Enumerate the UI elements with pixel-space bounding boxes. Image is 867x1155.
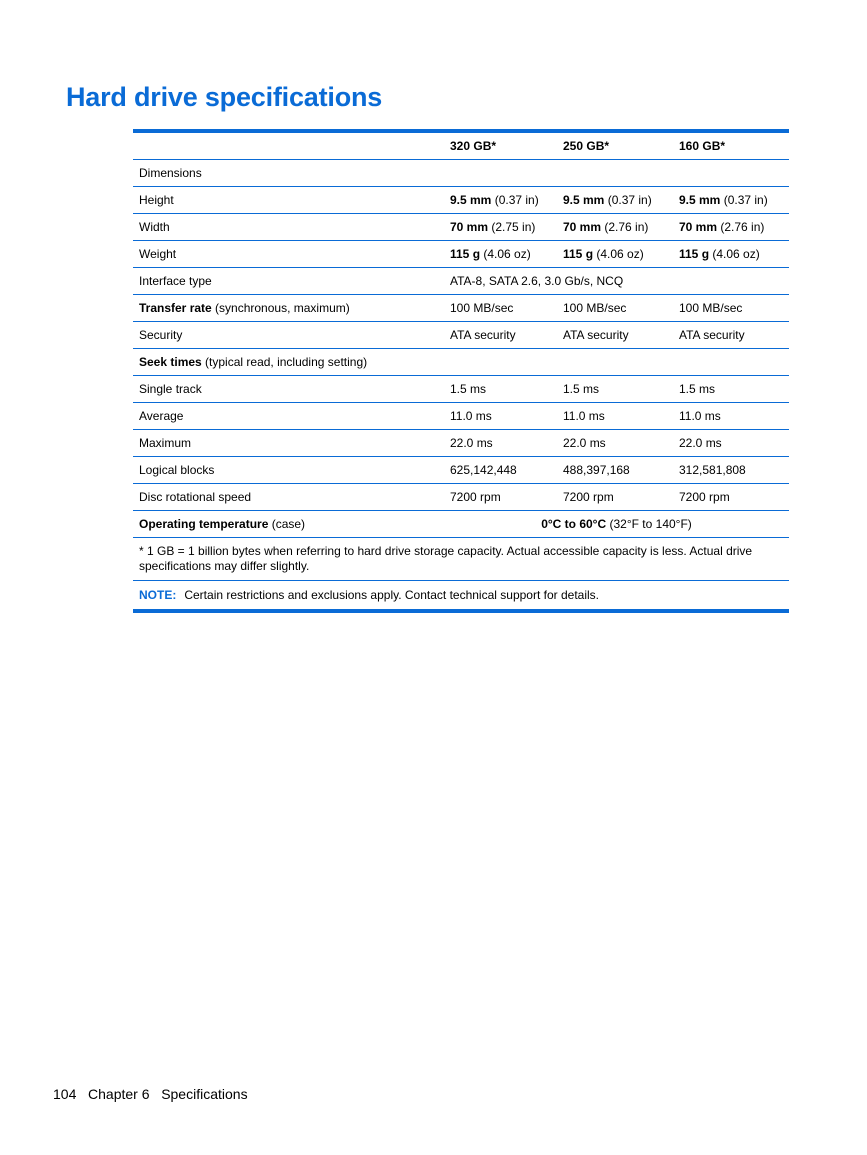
table-cell [557,187,673,214]
table-row [133,268,789,295]
table-cell: 7200 rpm [557,484,673,511]
cell-value-rest: (0.37 in) [491,193,539,207]
table-cell: 22.0 ms [673,430,789,457]
table-row [133,581,789,612]
table-cell: ATA security [444,322,557,349]
table-footnote: * 1 GB = 1 billion bytes when referring to hard drive storage capacity. Actual accessible capacity is less. Actual drive specifications may differ slightly. [133,538,789,581]
page-footer [53,1086,248,1102]
row-label-security: Security [133,322,444,349]
table-cell: 22.0 ms [444,430,557,457]
table-cell: 7200 rpm [444,484,557,511]
row-label-maximum: Maximum [133,430,444,457]
cell-value-bold: 115 g [563,247,594,261]
column-header-320gb: 320 GB* [444,131,557,160]
row-label-interface-type: Interface type [133,268,444,295]
table-cell: 488,397,168 [557,457,673,484]
cell-value-bold: 115 g [450,247,481,261]
table-row [133,295,789,322]
table-cell [444,187,557,214]
table-cell [557,241,673,268]
row-label-seek-times [133,349,789,376]
note-label: NOTE: [139,588,177,602]
cell-value-rest: (2.76 in) [717,220,765,234]
interface-type-value: ATA-8, SATA 2.6, 3.0 Gb/s, NCQ [444,268,789,295]
cell-value-bold: 9.5 mm [563,193,605,207]
table-cell: ATA security [673,322,789,349]
table-cell: 100 MB/sec [444,295,557,322]
cell-value-bold: 70 mm [450,220,489,234]
header-empty-cell [133,131,444,160]
table-row [133,214,789,241]
label-rest: (case) [268,517,306,531]
row-label-width: Width [133,214,444,241]
row-label-transfer-rate [133,295,444,322]
table-cell: 22.0 ms [557,430,673,457]
table-cell: ATA security [557,322,673,349]
table-row [133,376,789,403]
table-cell [444,241,557,268]
cell-value-bold: 9.5 mm [450,193,492,207]
operating-temperature-value [444,511,789,538]
table-cell: 1.5 ms [444,376,557,403]
column-header-160gb: 160 GB* [673,131,789,160]
table-header-row [133,131,789,160]
row-label-disc-rotational-speed: Disc rotational speed [133,484,444,511]
table-cell [444,160,557,187]
row-label-average: Average [133,403,444,430]
value-rest: (32°F to 140°F) [606,517,692,531]
table-cell: 100 MB/sec [673,295,789,322]
table-cell: 1.5 ms [557,376,673,403]
table-row [133,403,789,430]
table-cell [673,187,789,214]
table-cell: 312,581,808 [673,457,789,484]
cell-value-rest: (2.75 in) [488,220,536,234]
table-row [133,511,789,538]
table-cell [673,241,789,268]
hard-drive-spec-table [133,129,789,613]
cell-value-rest: (2.76 in) [601,220,649,234]
table-note [133,581,789,612]
table-row [133,430,789,457]
row-label-dimensions: Dimensions [133,160,444,187]
table-cell [673,160,789,187]
page-number: 104 [53,1086,77,1102]
table-cell: 625,142,448 [444,457,557,484]
table-cell [673,214,789,241]
row-label-height: Height [133,187,444,214]
page-title: Hard drive specifications [66,82,383,112]
cell-value-rest: (0.37 in) [604,193,652,207]
note-text: Certain restrictions and exclusions apply. Contact technical support for details. [184,588,599,602]
label-bold: Operating temperature [139,517,269,531]
value-bold: 0°C to 60°C [541,517,607,531]
table-cell: 11.0 ms [444,403,557,430]
table-row [133,322,789,349]
row-label-single-track: Single track [133,376,444,403]
chapter-label: Chapter 6 [88,1086,150,1102]
row-label-logical-blocks: Logical blocks [133,457,444,484]
cell-value-bold: 70 mm [679,220,718,234]
table-cell [444,214,557,241]
table-cell: 11.0 ms [673,403,789,430]
table-row [133,349,789,376]
table-row [133,160,789,187]
label-rest: (synchronous, maximum) [211,301,350,315]
row-label-operating-temperature [133,511,444,538]
table-cell [557,214,673,241]
label-rest: (typical read, including setting) [201,355,368,369]
table-row [133,457,789,484]
cell-value-rest: (0.37 in) [720,193,768,207]
cell-value-rest: (4.06 oz) [709,247,760,261]
table-row [133,484,789,511]
table-cell: 100 MB/sec [557,295,673,322]
cell-value-bold: 9.5 mm [679,193,721,207]
table-cell: 11.0 ms [557,403,673,430]
label-bold: Seek times [139,355,202,369]
cell-value-bold: 70 mm [563,220,602,234]
table-cell: 1.5 ms [673,376,789,403]
label-bold: Transfer rate [139,301,212,315]
column-header-250gb: 250 GB* [557,131,673,160]
section-label: Specifications [161,1086,248,1102]
table-cell: 7200 rpm [673,484,789,511]
cell-value-rest: (4.06 oz) [593,247,644,261]
table-row [133,241,789,268]
cell-value-rest: (4.06 oz) [480,247,531,261]
table-row [133,187,789,214]
table-row [133,538,789,581]
table-cell [557,160,673,187]
cell-value-bold: 115 g [679,247,710,261]
row-label-weight: Weight [133,241,444,268]
